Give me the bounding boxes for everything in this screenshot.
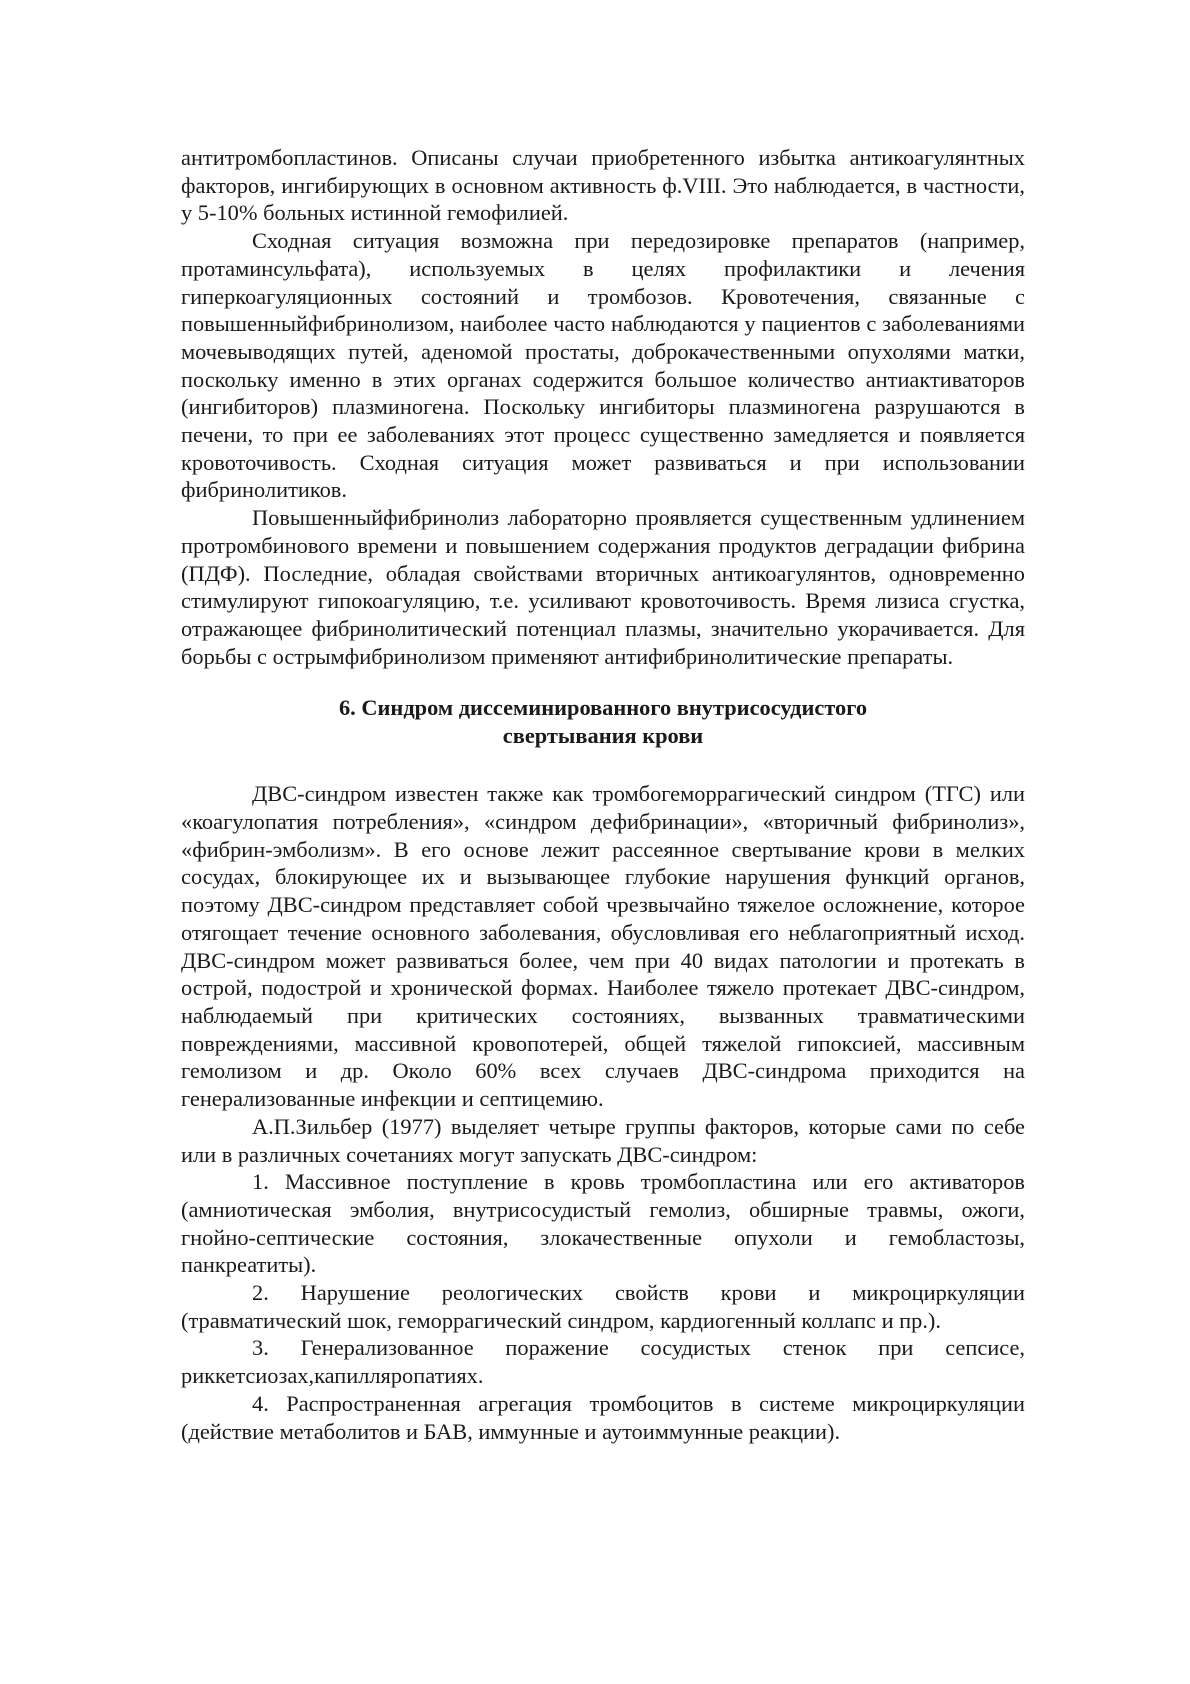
- paragraph-continuation: антитромбопластинов. Описаны случаи приобретенного избытка антикоагулянтных факторов, ингибирующих в основном активность ф.VIII. Это наблюдается, в частности, у 5-10% больных истинной гемофилией.: [181, 145, 1025, 226]
- section-heading-line-1: 6. Синдром диссеминированного внутрисосудистого: [338, 695, 868, 721]
- list-item-factor-3: 3. Генерализованное поражение сосудистых стенок при сепсисе, риккетсиозах,капилляропатиях.: [181, 1335, 1025, 1389]
- paragraph-lab-fibrinolysis: Повышенныйфибринолиз лабораторно проявляется существенным удлинением протромбинового времени и повышением содержания продуктов деградации фибрина (ПДФ). Последние, обладая свойствами вторичных антикоагулянтов, одновременно стимулируют гипокоагуляцию, т.е. усиливают кровоточивость. Время лизиса сгустка, отражающее фибринолитический потенциал плазмы, значительно укорачивается. Для борьбы с острымфибринолизом применяют антифибринолитические препараты.: [181, 505, 1025, 669]
- section-heading: [181, 694, 1025, 750]
- paragraph-zilber-factors: А.П.Зильбер (1977) выделяет четыре группы факторов, которые сами по себе или в различных сочетаниях могут запускать ДВС-синдром:: [181, 1113, 1025, 1167]
- page-content: [181, 144, 1025, 1445]
- paragraph-overdose-fibrinolysis: Сходная ситуация возможна при передозировке препаратов (например, протаминсульфата), используемых в целях профилактики и лечения гиперкоагуляционных состояний и тромбозов. Кровотечения, связанные с повышенныйфибринолизом, наиболее часто наблюдаются у пациентов с заболеваниями мочевыводящих путей, аденомой простаты, доброкачественными опухолями матки, поскольку именно в этих органах содержится большое количество антиактиваторов (ингибиторов) плазминогена. Поскольку ингибиторы плазминогена разрушаются в печени, то при ее заболеваниях этот процесс существенно замедляется и появляется кровоточивость. Сходная ситуация может развиваться и при использовании фибринолитиков.: [181, 228, 1025, 503]
- section-heading-line-2: свертывания крови: [502, 723, 704, 749]
- list-item-factor-4: 4. Распространенная агрегация тромбоцитов в системе микроциркуляции (действие метаболитов и БАВ, иммунные и аутоиммунные реакции).: [181, 1390, 1025, 1444]
- list-item-factor-1: 1. Массивное поступление в кровь тромбопластина или его активаторов (амниотическая эмболия, внутрисосудистый гемолиз, обширные травмы, ожоги, гнойно-септические состояния, злокачественные опухоли и гемобластозы, панкреатиты).: [181, 1169, 1025, 1278]
- paragraph-dic-intro: ДВС-синдром известен также как тромбогеморрагический синдром (ТГС) или «коагулопатия потребления», «синдром дефибринации», «вторичный фибринолиз», «фибрин-эмболизм». В его основе лежит рассеянное свертывание крови в мелких сосудах, блокирующее их и вызывающее глубокие нарушения функций органов, поэтому ДВС-синдром представляет собой чрезвычайно тяжелое осложнение, которое отягощает течение основного заболевания, обусловливая его неблагоприятный исход. ДВС-синдром может развиваться более, чем при 40 видах патологии и протекать в острой, подострой и хронической формах. Наиболее тяжело протекает ДВС-синдром, наблюдаемый при критических состояниях, вызванных травматическими повреждениями, массивной кровопотерей, общей тяжелой гипоксией, массивным гемолизом и др. Около 60% всех случаев ДВС-синдрома приходится на генерализованные инфекции и септицемию.: [181, 781, 1025, 1112]
- list-item-factor-2: 2. Нарушение реологических свойств крови и микроциркуляции (травматический шок, геморрагический синдром, кардиогенный коллапс и пр.).: [181, 1280, 1025, 1333]
